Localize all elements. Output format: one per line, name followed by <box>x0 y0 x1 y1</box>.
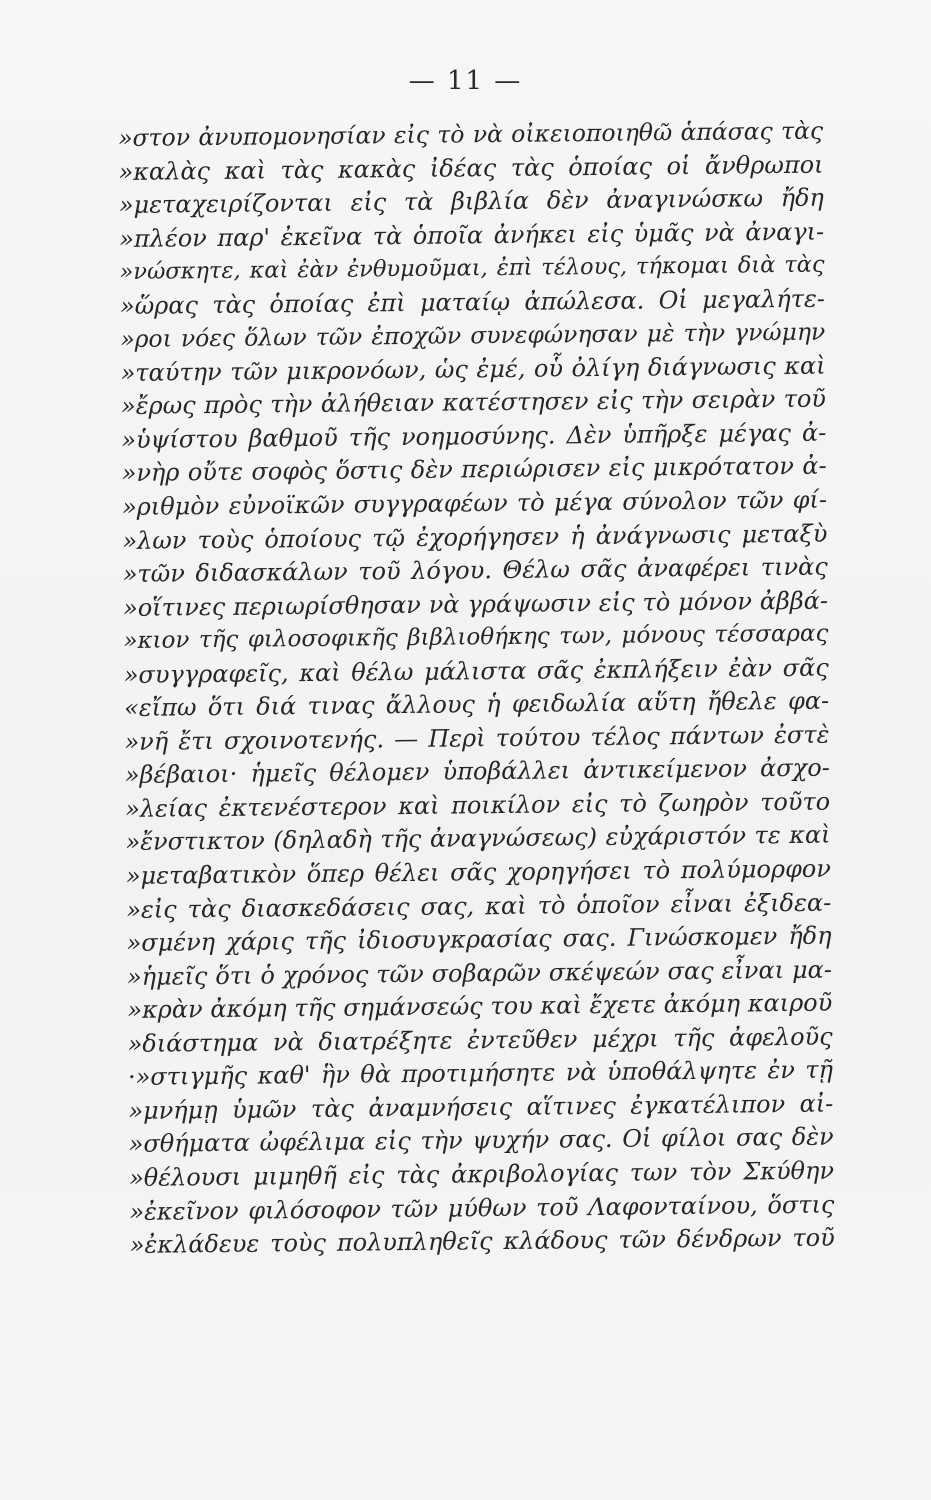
text-line: »ὥρας τὰς ὁποίας ἐπὶ ματαίῳ ἀπώλεσα. Οἱ μεγαλήτε- <box>119 284 826 320</box>
text-line: »ἔρως πρὸς τὴν ἀλήθειαν κατέστησεν εἰς τὴν σειρὰν τοῦ <box>120 384 827 421</box>
text-line: »ἐκλάδευε τοὺς πολυπληθεῖς κλάδους τῶν δένδρων τοῦ <box>129 1223 835 1259</box>
page-number: — 11 — <box>408 66 523 96</box>
text-line: »εἰς τὰς διασκεδάσεις σας, καὶ τὸ ὁποῖον εἶναι ἐξιδεα- <box>126 888 832 924</box>
text-line: «εἴπω ὅτι διά τινας ἄλλους ἡ φειδωλία αὕτη ἤθελε φα- <box>123 686 830 723</box>
text-line: »διάστημα νὰ διατρέξητε ἐντεῦθεν μέχρι τῆς ἀφελοῦς <box>127 1022 833 1058</box>
text-line: »νῆ ἔτι σχοινοτενής. — Περὶ τούτου τέλος πάντων ἐστὲ <box>124 720 830 756</box>
text-line: »σθήματα ὠφέλιμα εἰς τὴν ψυχήν σας. Οἱ φίλοι σας δὲν <box>128 1122 834 1159</box>
text-line: »ὑψίστου βαθμοῦ τῆς νοημοσύνης. Δὲν ὑπῆρξε μέγας ἀ- <box>121 418 827 454</box>
text-line: »νώσκητε, καὶ ἐὰν ἐνθυμοῦμαι, ἐπὶ τέλους, τήκομαι διὰ τὰς <box>119 251 825 286</box>
text-line: »ροι νόες ὅλων τῶν ἐποχῶν συνεφώνησαν μὲ τὴν γνώμην <box>120 317 826 354</box>
text-line: »μεταβατικὸν ὅπερ θέλει σᾶς χορηγήσει τὸ πολύμορφον <box>125 854 832 890</box>
text-line: »ἐκεῖνον φιλόσοφον τῶν μύθων τοῦ Λαφονταίνου, ὅστις <box>129 1190 835 1226</box>
text-line: »πλέον παρ' ἐκεῖνα τὰ ὁποῖα ἀνήκει εἰς ὑμᾶς νὰ ἀναγι- <box>119 217 825 253</box>
text-line: »βέβαιοι· ἡμεῖς θέλομεν ὑποβάλλει ἀντικείμενον ἀσχο- <box>124 753 830 790</box>
text-line: »λων τοὺς ὁποίους τῷ ἐχορήγησεν ἡ ἀνάγνωσις μεταξὺ <box>122 519 828 555</box>
text-line: »μεταχειρίζονται εἰς τὰ βιβλία δὲν ἀναγινώσκω ἤδη <box>118 183 824 220</box>
text-line: »οἵτινες περιωρίσθησαν νὰ γράψωσιν εἰς τὸ μόνον ἀββά- <box>122 586 829 622</box>
text-line: »κρὰν ἀκόμη τῆς σημάνσεώς του καὶ ἔχετε ἀκόμη καιροῦ <box>127 988 833 1025</box>
text-line: »σμένη χάρις τῆς ἰδιοσυγκρασίας σας. Γινώσκομεν ἤδη <box>126 921 832 958</box>
text-line: »λείας ἐκτενέστερον καὶ ποικίλον εἰς τὸ ζωηρὸν τοῦτο <box>125 787 831 823</box>
text-line: »μνήμῃ ὑμῶν τὰς ἀναμνήσεις αἵτινες ἐγκατέλιπον αἰ- <box>128 1089 834 1125</box>
text-line: »καλὰς καὶ τὰς κακὰς ἰδέας τὰς ὁποίας οἱ ἄνθρωποι <box>118 150 824 186</box>
text-line: »νὴρ οὔτε σοφὸς ὅστις δὲν περιώρισεν εἰς μικρότατον ἀ- <box>121 452 827 488</box>
text-line: »ταύτην τῶν μικρονόων, ὡς ἐμέ, οὗ ὀλίγη διάγνωσις καὶ <box>120 351 826 387</box>
text-line: »ἔνστικτον (δηλαδὴ τῆς ἀναγνώσεως) εὐχάριστόν τε καὶ <box>125 821 831 857</box>
text-line: »ἡμεῖς ὅτι ὁ χρόνος τῶν σοβαρῶν σκέψεών σας εἶναι μα- <box>126 955 833 991</box>
text-line: »θέλουσι μιμηθῆ εἰς τὰς ἀκριβολογίας των τὸν Σκύθην <box>128 1156 835 1192</box>
text-line: »τῶν διδασκάλων τοῦ λόγου. Θέλω σᾶς ἀναφέρει τινὰς <box>122 552 828 589</box>
text-line: »στον ἀνυπομονησίαν εἰς τὸ νὰ οἰκειοποιηθῶ ἁπάσας τὰς <box>118 116 824 152</box>
text-line: »ριθμὸν εὐνοϊκῶν συγγραφέων τὸ μέγα σύνολον τῶν φί- <box>121 485 828 521</box>
text-line: »κιον τῆς φιλοσοφικῆς βιβλιοθήκης των, μόνους τέσσαρας <box>123 620 829 655</box>
text-line: »συγγραφεῖς, καὶ θέλω μάλιστα σᾶς ἐκπλήξειν ἐὰν σᾶς <box>123 653 829 689</box>
text-line: ·»στιγμῆς καθ' ἣν θὰ προτιμήσητε νὰ ὑποθάλψητε ἐν τῇ <box>127 1055 834 1092</box>
body-text <box>118 115 835 1263</box>
